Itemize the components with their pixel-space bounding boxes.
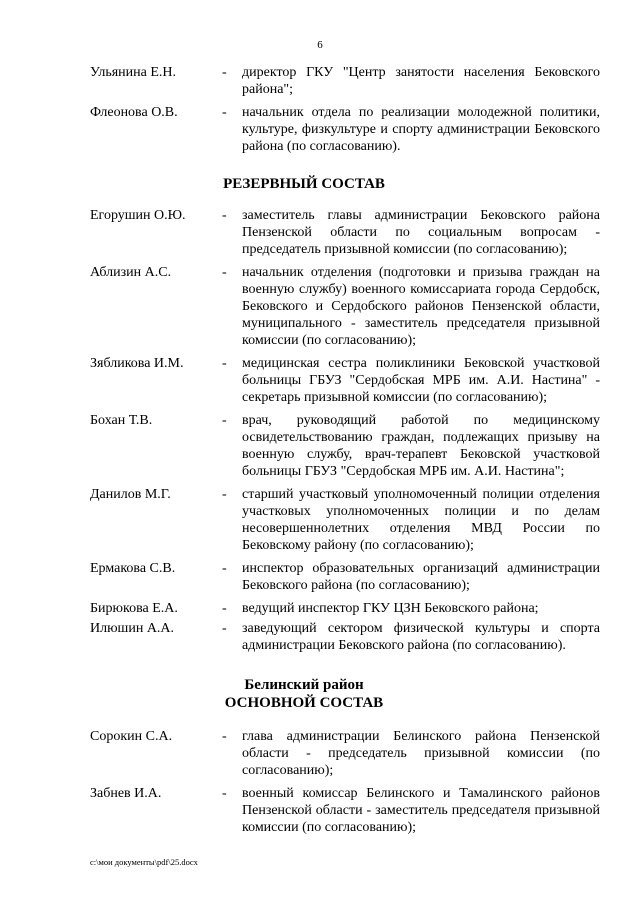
member-role: начальник отделения (подготовки и призыва граждан на военную службу) военного комиссариата города Сердобск, Бековского и Сердобского районов Пензенской области, муниципального - заместитель председателя призывной комиссии (по согласованию); (242, 265, 600, 348)
separator-dash: - (222, 729, 227, 744)
member-entry (0, 355, 640, 406)
member-role: ведущий инспектор ГКУ ЦЗН Бековского района; (242, 601, 539, 616)
member-name: Данилов М.Г. (90, 487, 171, 502)
member-entry (0, 728, 640, 779)
member-name: Илюшин А.А. (90, 621, 175, 636)
separator-dash: - (222, 561, 227, 576)
member-name: Ермакова С.В. (90, 561, 176, 576)
member-entry (0, 620, 640, 654)
member-entry (0, 207, 640, 258)
separator-dash: - (222, 601, 227, 616)
separator-dash: - (222, 621, 227, 636)
separator-dash: - (222, 487, 227, 502)
member-name: Зябликова И.М. (90, 356, 184, 371)
member-role: директор ГКУ "Центр занятости населения Бековского района"; (242, 65, 600, 97)
footer-file-path: c:\мои документы\pdf\25.docx (90, 857, 198, 867)
member-name: Бохан Т.В. (90, 413, 153, 428)
member-entry (0, 264, 640, 349)
member-entry (0, 600, 640, 617)
member-entry (0, 486, 640, 554)
member-entry (0, 104, 640, 155)
member-name: Бирюкова Е.А. (90, 601, 178, 616)
separator-dash: - (222, 208, 227, 223)
member-name: Ульянина Е.Н. (90, 65, 176, 80)
member-entry (0, 412, 640, 480)
district-heading: Белинский район (244, 677, 364, 693)
member-entry (0, 560, 640, 594)
member-name: Сорокин С.А. (90, 729, 173, 744)
member-role: военный комиссар Белинского и Тамалинского районов Пензенской области - заместитель председателя призывной комиссии (по согласованию); (242, 786, 600, 835)
member-role: инспектор образовательных организаций администрации Бековского района (по согласованию); (242, 561, 600, 593)
member-role: заведующий сектором физической культуры и спорта администрации Бековского района (по согласованию). (242, 621, 600, 653)
member-role: заместитель главы администрации Бековского района Пензенской области по социальным вопросам - председатель призывной комиссии (по согласованию); (242, 208, 600, 257)
member-name: Егорушин О.Ю. (90, 208, 186, 223)
member-name: Аблизин А.С. (90, 265, 172, 280)
member-role: начальник отдела по реализации молодежной политики, культуре, физкультуре и спорту администрации Бековского района (по согласованию). (242, 105, 600, 154)
separator-dash: - (222, 105, 227, 120)
member-entry (0, 785, 640, 836)
separator-dash: - (222, 413, 227, 428)
member-name: Забнев И.А. (90, 786, 162, 801)
member-entry (0, 64, 640, 98)
section-heading-main: ОСНОВНОЙ СОСТАВ (224, 695, 384, 711)
member-name: Флеонова О.В. (90, 105, 178, 120)
member-role: врач, руководящий работой по медицинскому освидетельствованию граждан, подлежащих призыву на военную службу, врач-терапевт Бековской участковой больницы ГБУЗ "Сердобская МРБ им. А.И. Настина"; (242, 413, 600, 479)
section-heading-reserve: РЕЗЕРВНЫЙ СОСТАВ (223, 176, 385, 192)
separator-dash: - (222, 265, 227, 280)
member-role: старший участковый уполномоченный полиции отделения участковых уполномоченных полиции и по делам несовершеннолетних отделения МВД России по Бековскому району (по согласованию); (242, 487, 600, 553)
separator-dash: - (222, 356, 227, 371)
page-number: 6 (317, 39, 323, 51)
separator-dash: - (222, 786, 227, 801)
member-role: медицинская сестра поликлиники Бековской участковой больницы ГБУЗ "Сердобская МРБ им. А.И. Настина" - секретарь призывной комиссии (по согласованию); (242, 356, 600, 405)
separator-dash: - (222, 65, 227, 80)
member-role: глава администрации Белинского района Пензенской области - председатель призывной комиссии (по согласованию); (242, 729, 600, 778)
document-body (0, 64, 640, 836)
